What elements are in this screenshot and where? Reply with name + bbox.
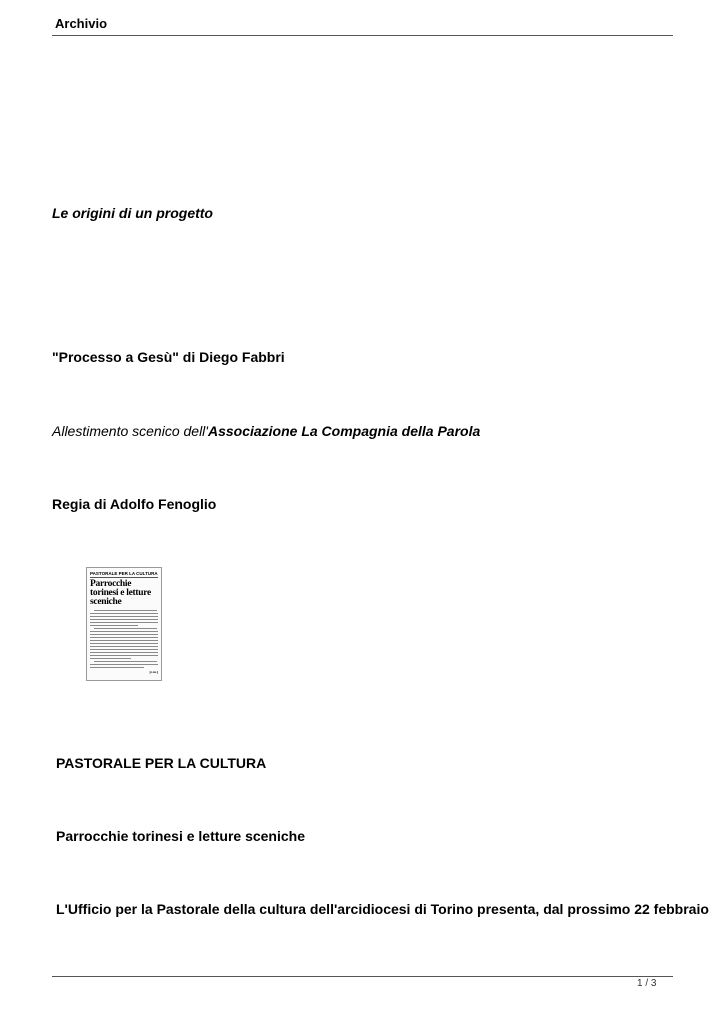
page-number: 1 / 3 <box>637 978 657 989</box>
header-title: Archivio <box>55 16 108 31</box>
director-line: Regia di Adolfo Fenoglio <box>52 496 217 512</box>
footer-divider <box>52 976 673 977</box>
newspaper-clipping-image <box>86 567 162 681</box>
staging-prefix: Allestimento scenico dell' <box>52 423 208 439</box>
play-title: "Processo a Gesù" di Diego Fabbri <box>52 349 285 365</box>
article-lead: L'Ufficio per la Pastorale della cultura dell'arcidiocesi di Torino presenta, dal prossimo 22 febbraio <box>56 901 709 917</box>
staging-line <box>52 422 480 440</box>
header-divider <box>52 35 673 36</box>
staging-company: Associazione La Compagnia della Parola <box>207 423 481 439</box>
clipping-signature: [c.m.] <box>149 669 158 674</box>
clipping-kicker: PASTORALE PER LA CULTURA <box>90 571 158 576</box>
article-kicker: PASTORALE PER LA CULTURA <box>56 755 267 771</box>
article-title: Parrocchie torinesi e letture sceniche <box>56 828 305 844</box>
clipping-body-text <box>90 610 158 668</box>
section-heading: Le origini di un progetto <box>52 205 213 221</box>
clipping-headline: Parrocchie torinesi e letture sceniche <box>90 579 151 607</box>
